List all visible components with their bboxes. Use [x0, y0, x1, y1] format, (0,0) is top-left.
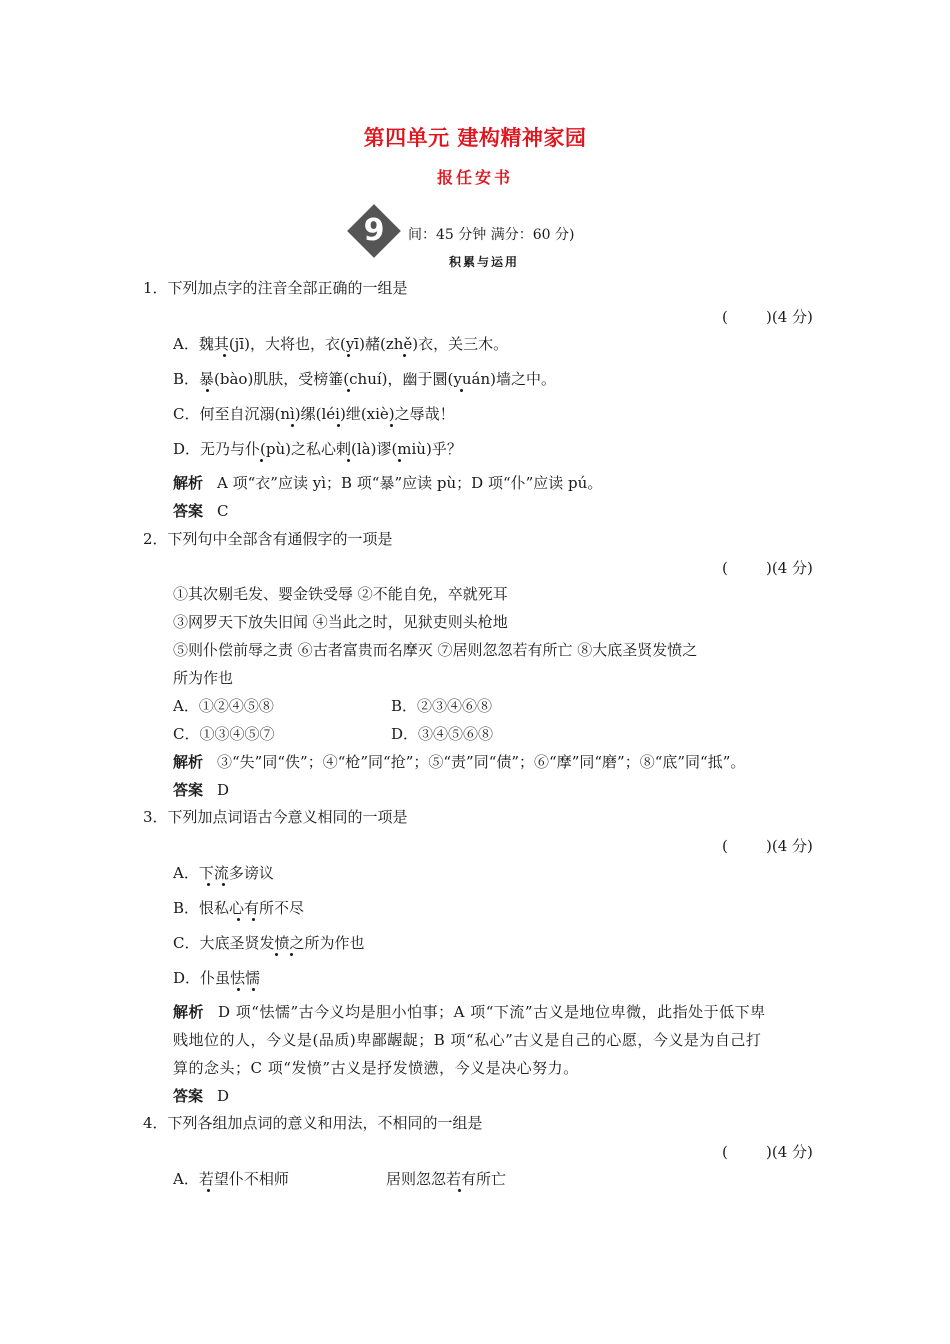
emphasis-dot: [237, 988, 240, 991]
question-2-item-line: ⑤则仆偿前辱之责 ⑥古者富贵而名摩灭 ⑦居则忽忽若有所亡 ⑧大底圣贤发愤之: [173, 641, 698, 659]
question-3-option-c: C．大底圣贤发愤之所为作也: [173, 934, 365, 952]
emphasis-dot: [291, 424, 294, 427]
answer-label: 答案: [173, 781, 204, 799]
emphasis-dot: [207, 1189, 210, 1192]
emphasis-dot: [223, 354, 226, 357]
question-3-score: ( )(4 分): [722, 837, 813, 855]
question-3-analysis-line: 贱地位的人，今义是(品质)卑鄙龌龊；B 项“私心”古义是自己的心愿，今义是为自己打: [173, 1031, 762, 1049]
emphasis-dot: [458, 1189, 461, 1192]
analysis-label: 解析: [173, 1003, 205, 1021]
analysis-label: 解析: [173, 753, 204, 771]
question-2-option-b: B．②③④⑥⑧: [391, 697, 493, 715]
question-4-option-a-right: 居则忽忽若有所亡: [386, 1170, 507, 1188]
question-4-score: ( )(4 分): [722, 1143, 813, 1161]
section-heading: 积累与运用: [449, 255, 520, 269]
question-2-item-line: ③网罗天下放失旧闻 ④当此之时，见狱吏则头枪地: [173, 613, 508, 631]
question-2-option-d: D．③④⑤⑥⑧: [391, 725, 494, 743]
emphasis-dot: [337, 424, 340, 427]
question-3-analysis-line: 算的念头；C 项“发愤”古义是抒发愤懑，今义是决心努力。: [173, 1059, 579, 1077]
lesson-number: 9: [363, 213, 385, 248]
answer-text: D: [217, 1087, 230, 1105]
question-1-option-a: A．魏其(jī)，大将也，衣(yī)赭(zhě)衣，关三木。: [173, 335, 509, 353]
analysis-text: A 项“衣”应读 yì；B 项“暴”应读 pù；D 项“仆”应读 pú。: [217, 474, 603, 492]
question-1-stem: 1．下列加点字的注音全部正确的一组是: [143, 279, 408, 297]
answer-text: C: [217, 502, 229, 520]
question-2-answer: [173, 779, 229, 800]
emphasis-dot: [347, 389, 350, 392]
question-2-item-line: ①其次剔毛发、婴金铁受辱 ②不能自免，卒就死耳: [173, 585, 508, 603]
question-2-option-a: A．①②④⑤⑧: [173, 697, 274, 715]
emphasis-dot: [403, 354, 406, 357]
question-1-option-c: C．何至自沉溺(nì)缧(léi)绁(xiè)之辱哉！: [173, 405, 455, 423]
question-2-stem: 2．下列句中全部含有通假字的一项是: [143, 530, 393, 548]
question-2-score: ( )(4 分): [722, 559, 813, 577]
question-3-option-a: A．下流多谤议: [173, 864, 274, 882]
emphasis-dot: [398, 459, 401, 462]
question-3-analysis: [173, 1001, 766, 1022]
answer-label: 答案: [173, 1087, 204, 1105]
lesson-title: 报任安书: [436, 168, 513, 187]
emphasis-dot: [207, 883, 210, 886]
emphasis-dot: [252, 918, 255, 921]
emphasis-dot: [275, 953, 278, 956]
answer-label: 答案: [173, 502, 204, 520]
question-2-option-c: C．①③④⑤⑦: [173, 725, 275, 743]
question-1-option-b: B．暴(bào)肌肤，受榜箠(chuí)，幽于圜(yuán)墙之中。: [173, 370, 556, 388]
time-limit: 间：45 分钟 满分：60 分): [408, 227, 575, 243]
question-4-option-a-left: A．若望仆不相师: [173, 1170, 289, 1188]
question-3-option-b: B．恨私心有所不尽: [173, 899, 305, 917]
question-1-score: ( )(4 分): [722, 308, 813, 326]
emphasis-dot: [390, 424, 393, 427]
emphasis-dot: [222, 883, 225, 886]
question-2-analysis: [173, 751, 745, 772]
question-3-answer: [173, 1085, 229, 1106]
question-1-option-d: D．无乃与仆(pù)之私心剌(là)谬(miù)乎？: [173, 440, 462, 458]
question-1-answer: [173, 500, 229, 521]
emphasis-dot: [252, 988, 255, 991]
unit-title: 第四单元 建构精神家园: [363, 126, 587, 150]
emphasis-dot: [347, 354, 350, 357]
question-3-stem: 3．下列加点词语古今意义相同的一项是: [143, 808, 408, 826]
answer-text: D: [217, 781, 230, 799]
emphasis-dot: [237, 918, 240, 921]
analysis-label: 解析: [173, 474, 204, 492]
question-1-analysis: [173, 472, 602, 493]
question-4-stem: 4．下列各组加点词的意义和用法，不相同的一组是: [143, 1114, 483, 1132]
question-2-item-line: 所为作也: [173, 669, 234, 687]
analysis-text: D 项“怯懦”古今义均是胆小怕事；A 项“下流”古义是地位卑微，此指处于低下卑: [218, 1003, 766, 1021]
analysis-text: ③“失”同“佚”；④“枪”同“抢”；⑤“责”同“债”；⑥“摩”同“磨”；⑧“底”同“抵”。: [217, 753, 746, 771]
emphasis-dot: [206, 389, 209, 392]
emphasis-dot: [460, 389, 463, 392]
emphasis-dot: [260, 459, 263, 462]
question-3-option-d: D．仆虽怯懦: [173, 969, 261, 987]
emphasis-dot: [290, 953, 293, 956]
emphasis-dot: [347, 459, 350, 462]
